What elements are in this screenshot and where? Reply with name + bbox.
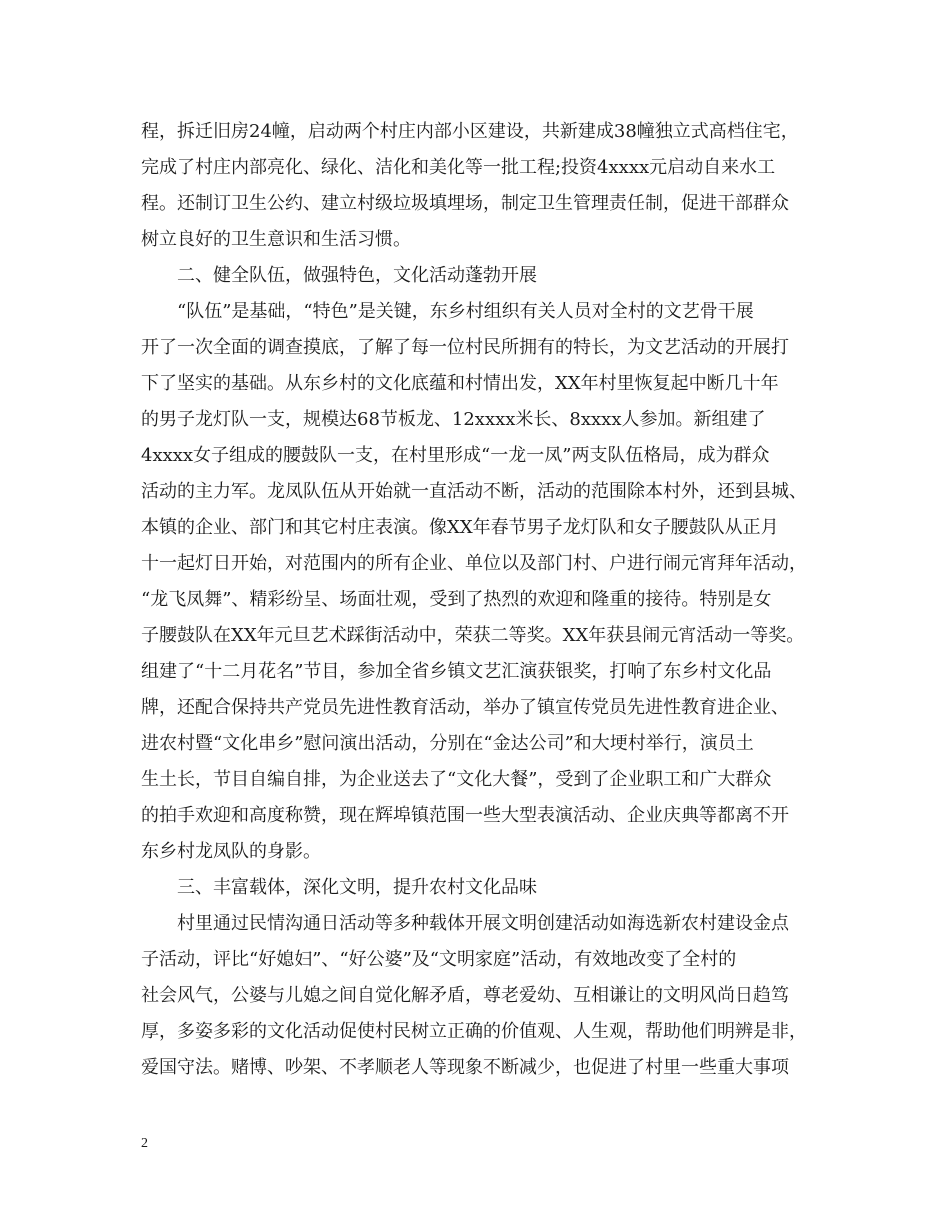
text-line: 本镇的企业、部门和其它村庄表演。像XX年春节男子龙灯队和女子腰鼓队从正月	[141, 517, 779, 538]
section-heading: 三、丰富载体，深化文明，提升农村文化品味	[141, 877, 537, 898]
text-line: 十一起灯日开始，对范围内的所有企业、单位以及部门村、户进行闹元宵拜年活动，	[141, 553, 807, 574]
text-line: 下了坚实的基础。从东乡村的文化底蕴和村情出发，XX年村里恢复起中断几十年	[141, 373, 779, 394]
text-line: 进农村暨“文化串乡”慰问演出活动，分别在“金达公司”和大埂村举行，演员土	[141, 733, 754, 754]
text-line: 树立良好的卫生意识和生活习惯。	[141, 229, 411, 250]
text-line: 程。还制订卫生公约、建立村级垃圾填埋场，制定卫生管理责任制，促进干部群众	[141, 193, 789, 214]
page-number: 2	[141, 1136, 148, 1151]
text-line: 组建了“十二月花名”节目，参加全省乡镇文艺汇演获银奖，打响了东乡村文化品	[141, 661, 772, 682]
text-line: “队伍”是基础，“特色”是关键，东乡村组织有关人员对全村的文艺骨干展	[141, 301, 754, 322]
text-line: 社会风气，公婆与儿媳之间自觉化解矛盾，尊老爱幼、互相谦让的文明风尚日趋笃	[141, 985, 789, 1006]
text-line: 完成了村庄内部亮化、绿化、洁化和美化等一批工程;投资4xxxx元启动自来水工	[141, 157, 776, 178]
text-line: 的拍手欢迎和高度称赞，现在辉埠镇范围一些大型表演活动、企业庆典等都离不开	[141, 805, 789, 826]
text-line: 爱国守法。赌博、吵架、不孝顺老人等现象不断减少，也促进了村里一些重大事项	[141, 1057, 789, 1078]
text-line: 厚，多姿多彩的文化活动促使村民树立正确的价值观、人生观，帮助他们明辨是非，	[141, 1021, 807, 1042]
text-line: 牌，还配合保持共产党员先进性教育活动，举办了镇宣传党员先进性教育进企业、	[141, 697, 789, 718]
section-heading: 二、健全队伍，做强特色，文化活动蓬勃开展	[141, 265, 537, 286]
text-line: 子活动，评比“好媳妇”、“好公婆”及“文明家庭”活动，有效地改变了全村的	[141, 949, 737, 970]
text-line: 活动的主力军。龙凤队伍从开始就一直活动不断，活动的范围除本村外，还到县城、	[141, 481, 807, 502]
text-line: 程，拆迁旧房24幢，启动两个村庄内部小区建设，共新建成38幢独立式高档住宅，	[141, 121, 799, 142]
text-line: 子腰鼓队在XX年元旦艺术踩街活动中，荣获二等奖。XX年获县闹元宵活动一等奖。	[141, 625, 805, 646]
text-line: 生土长，节目自编自排，为企业送去了“文化大餐”，受到了企业职工和广大群众	[141, 769, 772, 790]
text-line: 的男子龙灯队一支，规模达68节板龙、12xxxx米长、8xxxx人参加。新组建了	[141, 409, 766, 430]
text-line: “龙飞凤舞”、精彩纷呈、场面壮观，受到了热烈的欢迎和隆重的接待。特别是女	[141, 589, 772, 610]
text-line: 东乡村龙凤队的身影。	[141, 841, 321, 862]
text-line: 4xxxx女子组成的腰鼓队一支，在村里形成“一龙一凤”两支队伍格局，成为群众	[141, 445, 770, 466]
text-line: 开了一次全面的调查摸底，了解了每一位村民所拥有的特长，为文艺活动的开展打	[141, 337, 789, 358]
text-line: 村里通过民情沟通日活动等多种载体开展文明创建活动如海选新农村建设金点	[141, 913, 789, 934]
